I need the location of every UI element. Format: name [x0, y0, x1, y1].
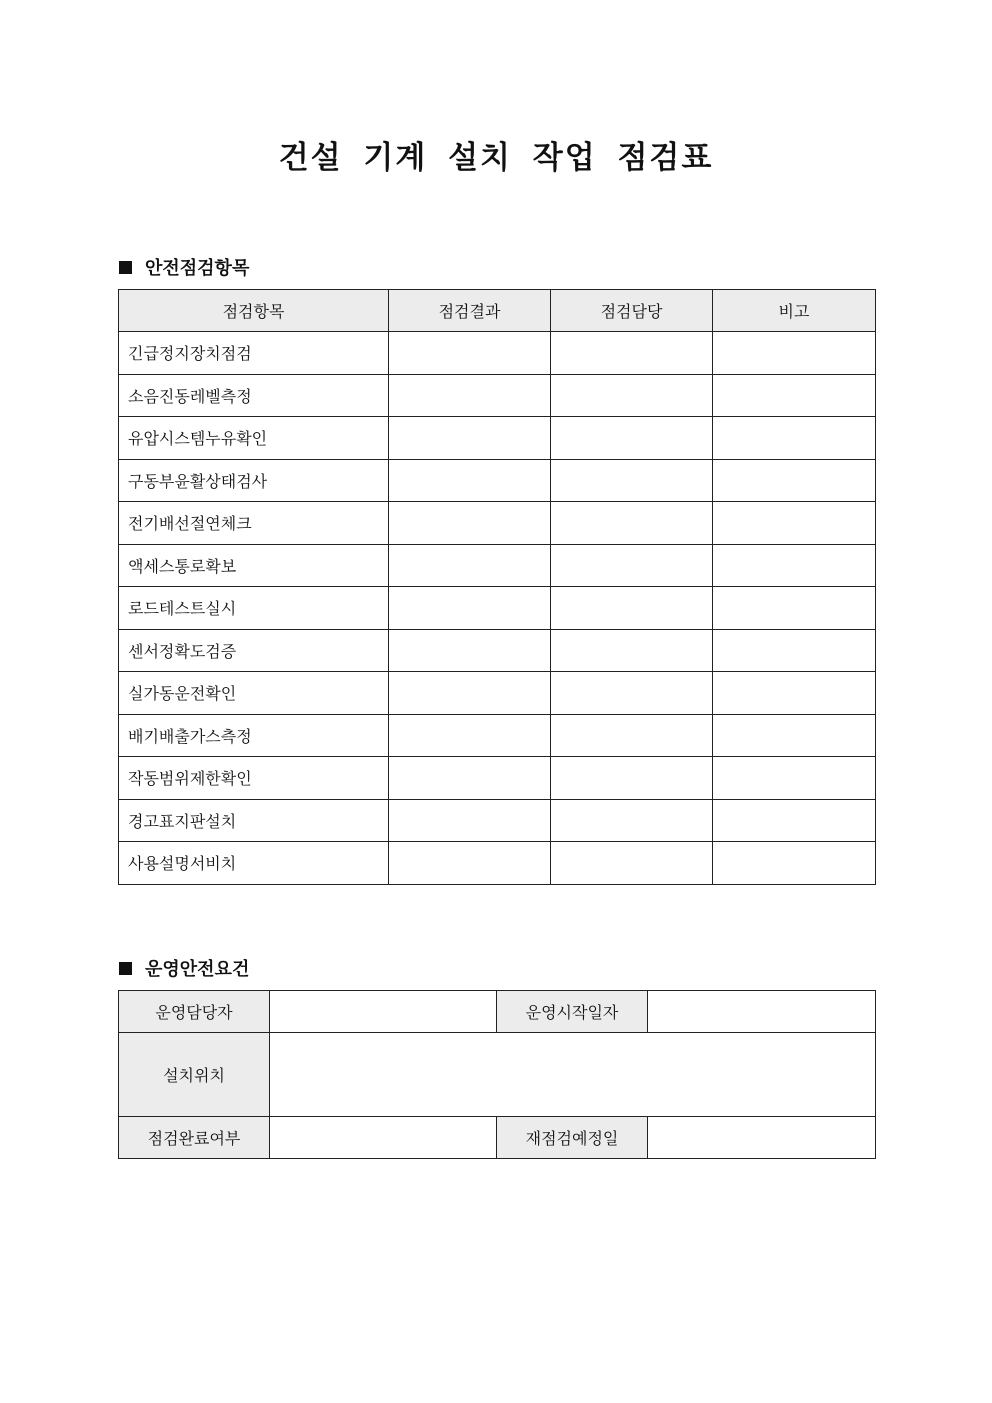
column-header-remarks: 비고	[713, 290, 876, 332]
inspector-cell[interactable]	[551, 714, 713, 757]
table-row	[119, 1117, 876, 1159]
check-item-label: 사용설명서비치	[119, 842, 389, 885]
remarks-cell[interactable]	[713, 799, 876, 842]
remarks-cell[interactable]	[713, 714, 876, 757]
operator-field[interactable]	[270, 991, 497, 1033]
check-item-label: 센서정확도검증	[119, 629, 389, 672]
square-bullet-icon	[119, 261, 132, 274]
start-date-field[interactable]	[648, 991, 876, 1033]
column-header-item: 점검항목	[119, 290, 389, 332]
result-cell[interactable]	[389, 417, 551, 460]
remarks-cell[interactable]	[713, 374, 876, 417]
remarks-cell[interactable]	[713, 757, 876, 800]
remarks-cell[interactable]	[713, 629, 876, 672]
inspector-cell[interactable]	[551, 799, 713, 842]
result-cell[interactable]	[389, 799, 551, 842]
table-row	[119, 991, 876, 1033]
table-row	[119, 672, 876, 715]
result-cell[interactable]	[389, 544, 551, 587]
inspector-cell[interactable]	[551, 757, 713, 800]
table-row	[119, 544, 876, 587]
table-row	[119, 799, 876, 842]
operation-section-heading	[119, 955, 249, 981]
remarks-cell[interactable]	[713, 842, 876, 885]
inspector-cell[interactable]	[551, 459, 713, 502]
inspector-cell[interactable]	[551, 502, 713, 545]
check-item-label: 전기배선절연체크	[119, 502, 389, 545]
check-item-label: 실가동운전확인	[119, 672, 389, 715]
inspector-cell[interactable]	[551, 672, 713, 715]
check-item-label: 배기배출가스측정	[119, 714, 389, 757]
operation-requirements-table	[118, 990, 876, 1159]
completion-label: 점검완료여부	[119, 1117, 270, 1159]
operation-section-heading-text: 운영안전요건	[145, 959, 250, 980]
result-cell[interactable]	[389, 332, 551, 375]
result-cell[interactable]	[389, 459, 551, 502]
result-cell[interactable]	[389, 502, 551, 545]
table-row	[119, 374, 876, 417]
inspector-cell[interactable]	[551, 587, 713, 630]
result-cell[interactable]	[389, 672, 551, 715]
operator-label: 운영담당자	[119, 991, 270, 1033]
check-item-label: 경고표지판설치	[119, 799, 389, 842]
remarks-cell[interactable]	[713, 459, 876, 502]
location-label: 설치위치	[119, 1033, 270, 1117]
safety-section-heading-text: 안전점검항목	[145, 258, 250, 279]
page-title: 건설 기계 설치 작업 점검표	[278, 140, 714, 176]
result-cell[interactable]	[389, 587, 551, 630]
table-row	[119, 1033, 876, 1117]
remarks-cell[interactable]	[713, 417, 876, 460]
check-item-label: 구동부윤활상태검사	[119, 459, 389, 502]
table-row	[119, 459, 876, 502]
check-item-label: 작동범위제한확인	[119, 757, 389, 800]
reinspection-field[interactable]	[648, 1117, 876, 1159]
table-row	[119, 842, 876, 885]
inspector-cell[interactable]	[551, 374, 713, 417]
table-row	[119, 502, 876, 545]
safety-checklist-table	[118, 289, 876, 885]
column-header-result: 점검결과	[389, 290, 551, 332]
result-cell[interactable]	[389, 714, 551, 757]
result-cell[interactable]	[389, 629, 551, 672]
table-row	[119, 332, 876, 375]
result-cell[interactable]	[389, 757, 551, 800]
table-row	[119, 417, 876, 460]
table-row	[119, 714, 876, 757]
result-cell[interactable]	[389, 374, 551, 417]
remarks-cell[interactable]	[713, 502, 876, 545]
check-item-label: 로드테스트실시	[119, 587, 389, 630]
table-row	[119, 587, 876, 630]
reinspection-label: 재점검예정일	[497, 1117, 648, 1159]
remarks-cell[interactable]	[713, 544, 876, 587]
completion-field[interactable]	[270, 1117, 497, 1159]
inspector-cell[interactable]	[551, 544, 713, 587]
inspector-cell[interactable]	[551, 629, 713, 672]
table-row	[119, 757, 876, 800]
inspector-cell[interactable]	[551, 332, 713, 375]
check-item-label: 액세스통로확보	[119, 544, 389, 587]
inspector-cell[interactable]	[551, 842, 713, 885]
location-field[interactable]	[270, 1033, 876, 1117]
safety-section-heading	[119, 254, 249, 280]
check-item-label: 소음진동레벨측정	[119, 374, 389, 417]
result-cell[interactable]	[389, 842, 551, 885]
remarks-cell[interactable]	[713, 672, 876, 715]
square-bullet-icon	[119, 962, 132, 975]
start-date-label: 운영시작일자	[497, 991, 648, 1033]
check-item-label: 유압시스템누유확인	[119, 417, 389, 460]
remarks-cell[interactable]	[713, 587, 876, 630]
table-row	[119, 629, 876, 672]
table-header-row	[119, 290, 876, 332]
check-item-label: 긴급정지장치점검	[119, 332, 389, 375]
remarks-cell[interactable]	[713, 332, 876, 375]
column-header-inspector: 점검담당	[551, 290, 713, 332]
inspector-cell[interactable]	[551, 417, 713, 460]
